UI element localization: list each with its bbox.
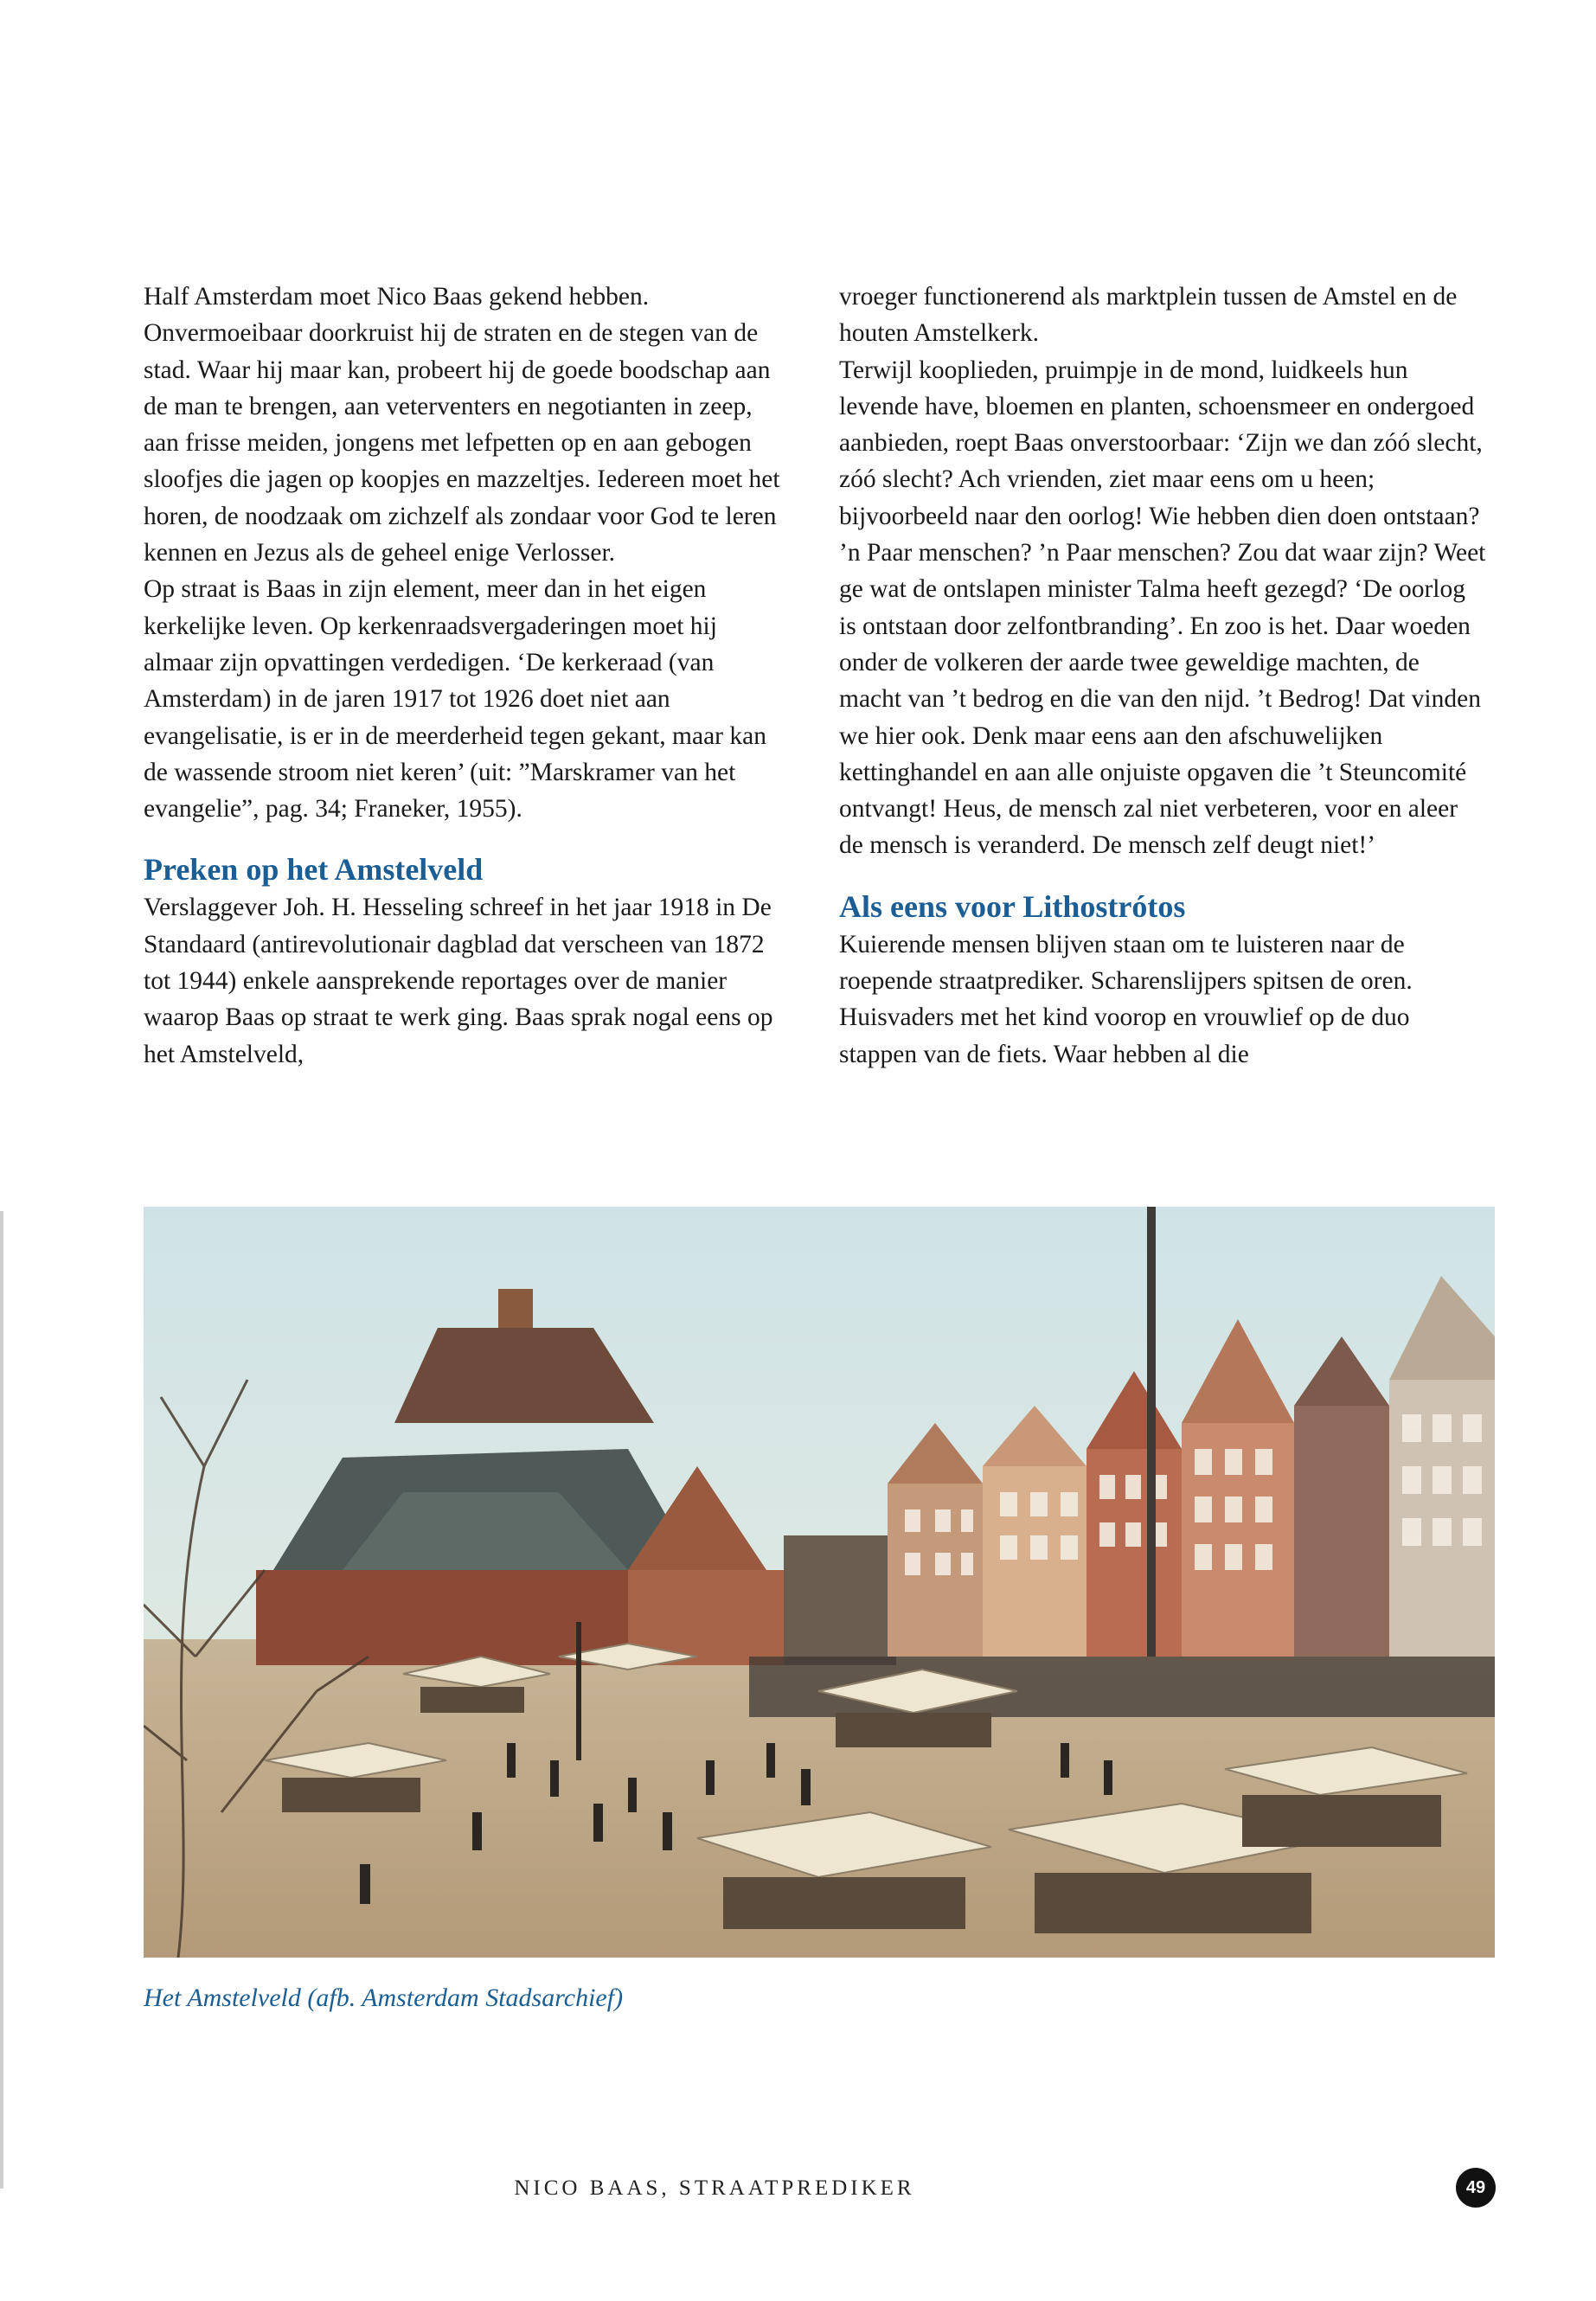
- page-edge-line: [0, 1211, 3, 2189]
- running-title: NICO BAAS, STRAATPREDIKER: [514, 2176, 915, 2200]
- section-heading-preken: Preken op het Amstelveld: [144, 852, 484, 888]
- left-column: [144, 279, 791, 1073]
- amstelveld-illustration: [144, 1207, 1495, 1958]
- left-paragraph-3: Verslaggever Joh. H. Hesseling schreef in het jaar 1918 in De Standaard (antirevolutionair dagblad dat verscheen van 1872 tot 1944) enkele aansprekende reportages over de manier waarop Baas op straat te werk ging. Baas sprak nogal eens op het Amstelveld,: [144, 894, 773, 1068]
- figure-caption: Het Amstelveld (afb. Amsterdam Stadsarchief): [144, 1984, 624, 2012]
- page-number-badge: 49: [1456, 2168, 1496, 2208]
- left-paragraph-1: Half Amsterdam moet Nico Baas gekend hebben. Onvermoeibaar doorkruist hij de straten en de stegen van de stad. Waar hij maar kan, probeert hij de goede boodschap aan de man te brengen, aan veterventers en negotianten in zeep, aan frisse meiden, jongens met lefpetten op en aan gebogen sloofjes die jagen op koopjes en mazzeltjes. Iedereen moet het horen, de noodzaak om zichzelf als zondaar voor God te leren kennen en Jezus als de geheel enige Verlosser.: [144, 283, 780, 567]
- right-paragraph-2: Terwijl kooplieden, pruimpje in de mond, luidkeels hun levende have, bloemen en planten, schoensmeer en ondergoed aanbieden, roept Baas onverstoorbaar: ‘Zijn we dan zóó slecht, zóó slecht? Ach vrienden, ziet maar eens om u heen; bijvoorbeeld naar den oorlog! Wie hebben dien doen ontstaan? ’n Paar menschen? ’n Paar menschen? Zou dat waar zijn? Weet ge wat de ontslapen minister Talma heeft gezegd? ‘De oorlog is ontstaan door zelfontbranding’. En zoo is het. Daar woeden onder de volkeren der aarde twee geweldige machten, de macht van ’t bedrog en die van den nijd. ’t Bedrog! Dat vinden we hier ook. Denk maar eens aan den afschuwelijken kettinghandel en aan alle onjuiste opgaven die ’t Steuncomité ontvangt! Heus, de mensch zal niet verbeteren, voor en aleer de mensch is veranderd. De mensch zelf deugt niet!’: [839, 356, 1486, 860]
- section-heading-lithostrotos: Als eens voor Lithostrótos: [839, 888, 1186, 924]
- right-column: [839, 279, 1486, 1073]
- left-paragraph-2: Op straat is Baas in zijn element, meer dan in het eigen kerkelijke leven. Op kerkenraadsvergaderingen moet hij almaar zijn opvattingen verdedigen. ‘De kerkeraad (van Amsterdam) in de jaren 1917 tot 1926 doet niet aan evangelisatie, is er in de meerderheid tegen gekant, maar kan de wassende stroom niet keren’ (uit: ”Marskramer van het evangelie”, pag. 34; Franeker, 1955).: [144, 575, 766, 824]
- amstelveld-photo: [144, 1207, 1495, 1958]
- right-paragraph-3: Kuierende mensen blijven staan om te luisteren naar de roepende straatprediker. Scharenslijpers spitsen de oren. Huisvaders met het kind voorop en vrouwlief op de duo stappen van de fiets. Waar hebben al die: [839, 930, 1413, 1068]
- right-paragraph-1: vroeger functionerend als marktplein tussen de Amstel en de houten Amstelkerk.: [839, 283, 1458, 348]
